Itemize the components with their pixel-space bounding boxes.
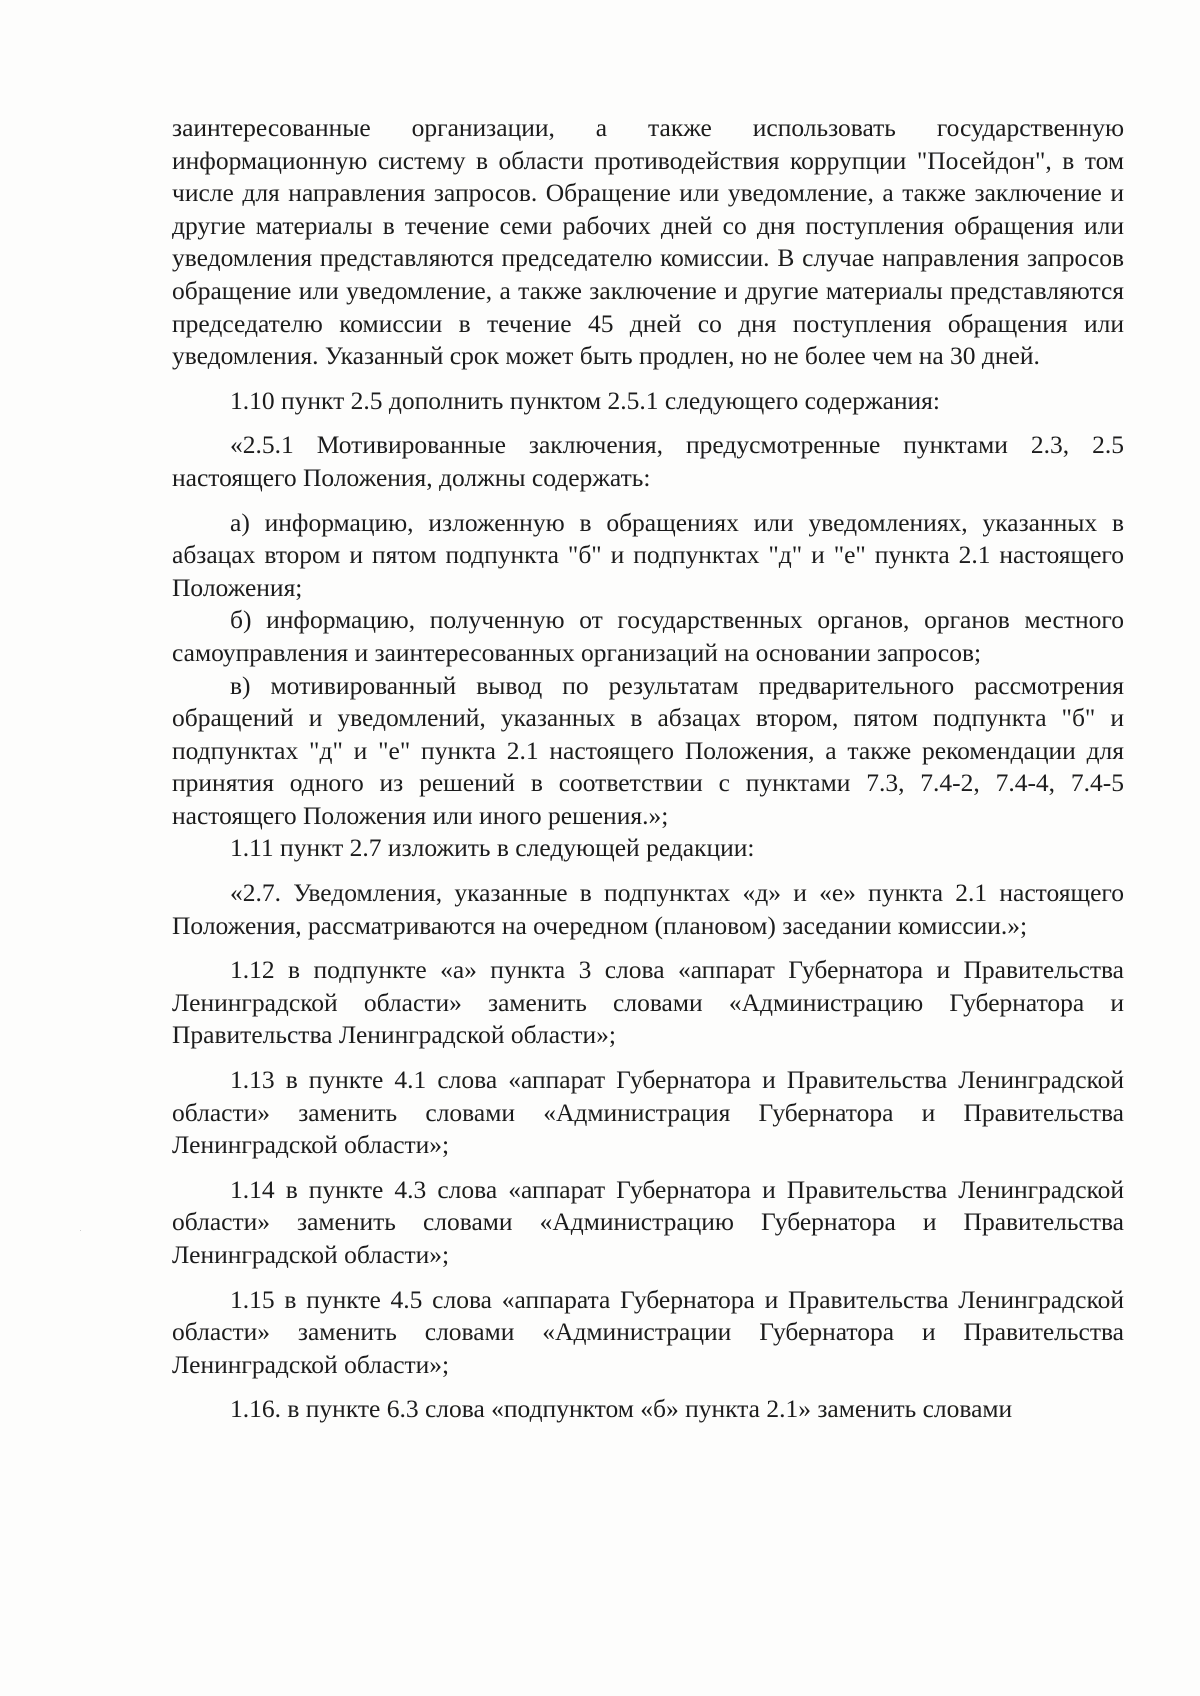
paragraph-item-1-16: 1.16. в пункте 6.3 слова «подпунктом «б» пункта 2.1» заменить словами [230,1394,1013,1424]
paragraph-item-1-14: 1.14 в пункте 4.3 слова «аппарат Губернатора и Правительства Ленинградской области» заменить словами «Администрацию Губернатора и Правительства Ленинградской области»; [172,1174,1124,1269]
document-body [172,112,1124,1426]
paragraph-item-1-10: 1.10 пункт 2.5 дополнить пунктом 2.5.1 следующего содержания: [230,385,940,415]
paragraph-subitem-v: в) мотивированный вывод по результатам предварительного рассмотрения обращений и уведомлений, указанных в абзацах втором, пятом подпункта "б" и подпунктах "д" и "е" пункта 2.1 настоящего Положения, а также рекомендации для принятия одного из решений в соответствии с пунктами 7.3, 7.4-2, 7.4-4, 7.4-5 настоящего Положения или иного решения.»; [172,670,1124,830]
scan-artifact [80,1230,81,1231]
paragraph-item-1-15: 1.15 в пункте 4.5 слова «аппарата Губернатора и Правительства Ленинградской области» заменить словами «Администрации Губернатора и Правительства Ленинградской области»; [172,1284,1124,1379]
paragraph-item-1-12: 1.12 в подпункте «а» пункта 3 слова «аппарат Губернатора и Правительства Ленинградской области» заменить словами «Администрацию Губернатора и Правительства Ленинградской области»; [172,955,1124,1050]
paragraph-quote-2-7: «2.7. Уведомления, указанные в подпунктах «д» и «е» пункта 2.1 настоящего Положения, рассматриваются на очередном (плановом) заседании комиссии.»; [172,878,1124,940]
paragraph-item-1-13: 1.13 в пункте 4.1 слова «аппарат Губернатора и Правительства Ленинградской области» заменить словами «Администрация Губернатора и Правительства Ленинградской области»; [172,1065,1124,1160]
paragraph-quote-2-5-1: «2.5.1 Мотивированные заключения, предусмотренные пунктами 2.3, 2.5 настоящего Положения, должны содержать: [172,430,1124,492]
paragraph-item-1-11: 1.11 пункт 2.7 изложить в следующей редакции: [230,833,755,863]
paragraph-subitem-b: б) информацию, полученную от государственных органов, органов местного самоуправления и заинтересованных организаций на основании запросов; [172,605,1124,667]
paragraph-subitem-a: а) информацию, изложенную в обращениях или уведомлениях, указанных в абзацах втором и пятом подпункта "б" и подпунктах "д" и "е" пункта 2.1 настоящего Положения; [172,507,1124,602]
paragraph-continuation: заинтересованные организации, а также использовать государственную информационную систему в области противодействия коррупции "Посейдон", в том числе для направления запросов. Обращение или уведомление, а также заключение и другие материалы в течение семи рабочих дней со дня поступления обращения или уведомления представляются председателю комиссии. В случае направления запросов обращение или уведомление, а также заключение и другие материалы представляются председателю комиссии в течение 45 дней со дня поступления обращения или уведомления. Указанный срок может быть продлен, но не более чем на 30 дней. [172,113,1124,371]
